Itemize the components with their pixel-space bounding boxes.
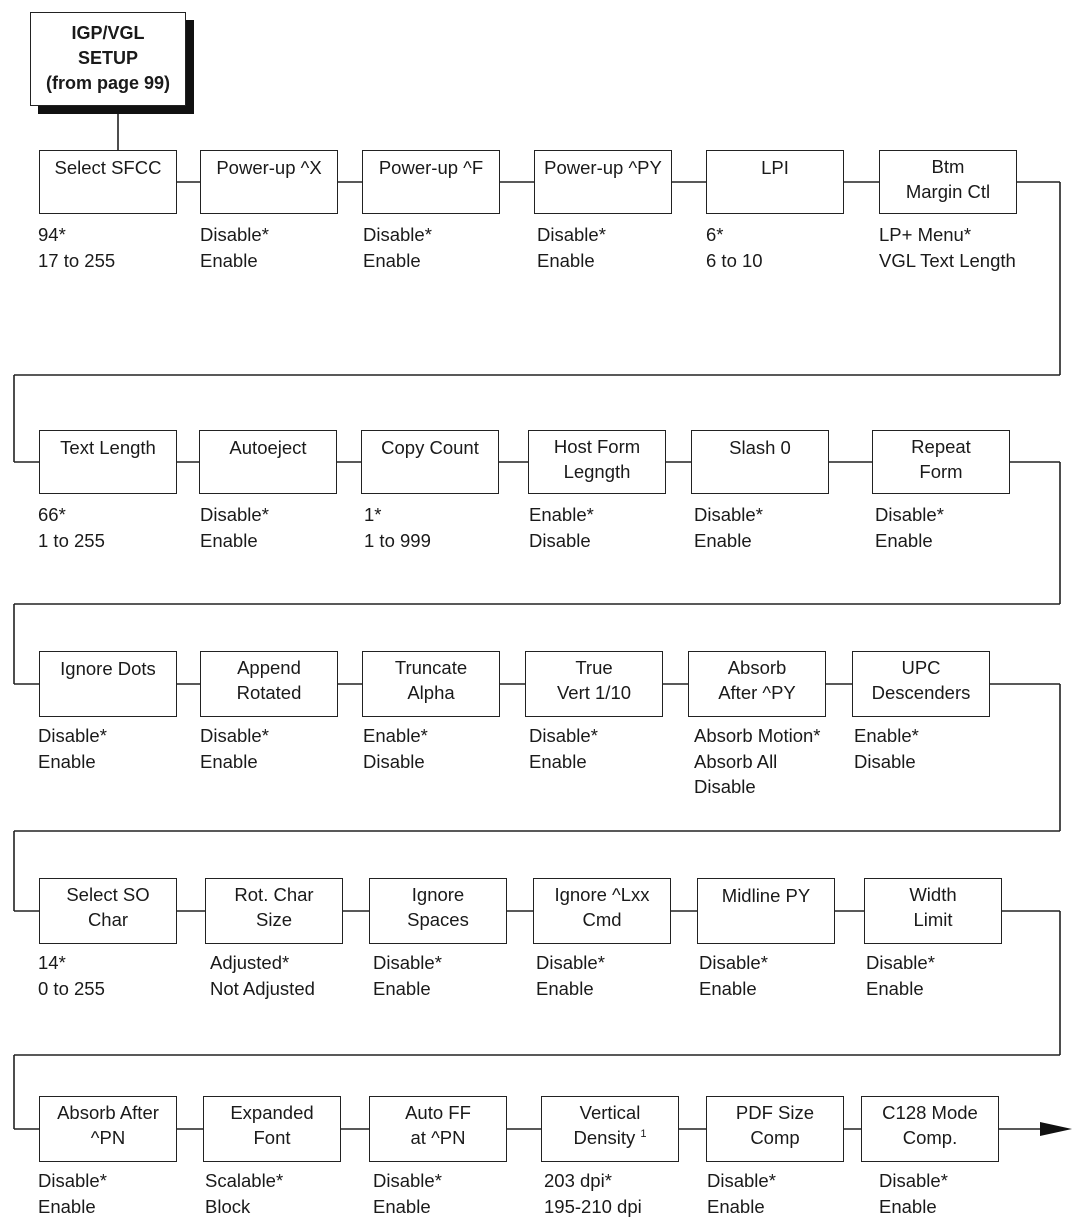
menu-option-value: Adjusted* — [210, 952, 290, 973]
menu-option-value: Absorb All — [694, 750, 778, 772]
menu-option-value: Enable — [373, 977, 431, 999]
menu-option-value: Block — [205, 1195, 251, 1217]
menu-box — [200, 651, 338, 717]
menu-box — [361, 430, 499, 494]
menu-option-value: Enable — [537, 249, 595, 271]
menu-option-value: Disable* — [38, 1170, 107, 1191]
menu-option-value: Enable* — [363, 725, 428, 746]
menu-box — [362, 651, 500, 717]
header-line-2: SETUP — [77, 48, 138, 68]
menu-option-value: Enable — [38, 1195, 96, 1217]
menu-box-label: Absorb After — [57, 1102, 159, 1123]
menu-box-label: Margin Ctl — [905, 181, 991, 202]
continue-arrow-icon — [1040, 1122, 1072, 1136]
menu-option-value: Disable — [854, 750, 916, 772]
menu-box — [872, 430, 1010, 494]
menu-option-value: Disable* — [38, 725, 107, 746]
menu-options — [205, 1168, 283, 1219]
menu-options — [529, 502, 594, 553]
menu-box — [691, 430, 829, 494]
menu-options — [854, 723, 919, 774]
menu-box-label: C128 Mode — [882, 1102, 978, 1123]
menu-box-label: Power-up ^X — [216, 157, 322, 178]
menu-box-label: Spaces — [407, 909, 469, 930]
menu-box-label: Limit — [913, 909, 953, 930]
menu-option-value: 1 to 999 — [364, 529, 431, 551]
menu-option-value: Disable* — [363, 224, 432, 245]
menu-box-label: Ignore — [411, 884, 465, 905]
menu-option-value: 1* — [364, 504, 382, 525]
menu-option-value: VGL Text Length — [879, 249, 1016, 271]
menu-box-label: ^PN — [90, 1127, 126, 1148]
menu-box-label: Comp. — [902, 1127, 958, 1148]
menu-box-label: Font — [253, 1127, 291, 1148]
menu-options — [363, 723, 428, 774]
menu-options — [537, 222, 606, 273]
menu-box-label: PDF Size — [735, 1102, 815, 1123]
menu-options — [200, 723, 269, 774]
header-line-3: (from page 99) — [45, 73, 171, 93]
menu-option-value: Disable* — [875, 504, 944, 525]
menu-box — [525, 651, 663, 717]
menu-option-value: Absorb Motion* — [694, 725, 821, 746]
menu-box-label: Ignore ^Lxx — [554, 884, 650, 905]
menu-box-label: Alpha — [407, 682, 455, 703]
menu-box — [688, 651, 826, 717]
menu-option-value: Disable* — [373, 952, 442, 973]
menu-box-label: Density $^1$ — [573, 1127, 647, 1148]
menu-option-value: Enable* — [854, 725, 919, 746]
menu-options — [866, 950, 935, 1001]
menu-option-value: Disable* — [879, 1170, 948, 1191]
menu-box — [200, 150, 338, 214]
menu-box — [369, 1096, 507, 1162]
menu-box — [203, 1096, 341, 1162]
menu-options — [706, 222, 763, 273]
menu-option-value: 6* — [706, 224, 724, 245]
menu-option-value: Enable — [200, 249, 258, 271]
menu-box-label: Vert 1/10 — [556, 682, 632, 703]
menu-box-label: Ignore Dots — [60, 658, 156, 679]
menu-options — [200, 222, 269, 273]
menu-box-label: Width — [909, 884, 957, 905]
menu-box — [362, 150, 500, 214]
menu-box-label: Auto FF — [405, 1102, 471, 1123]
menu-box-label: Copy Count — [381, 437, 479, 458]
menu-box-label: at ^PN — [410, 1127, 466, 1148]
menu-option-value: Disable* — [707, 1170, 776, 1191]
menu-box-label: Power-up ^PY — [544, 157, 662, 178]
menu-box-label: Form — [919, 461, 963, 482]
menu-box-label: Append — [237, 657, 301, 678]
menu-box-label: Midline PY — [721, 885, 811, 906]
menu-option-value: 195-210 dpi — [544, 1195, 642, 1217]
menu-box — [534, 150, 672, 214]
menu-option-value: Disable* — [200, 504, 269, 525]
menu-option-value: Disable — [529, 529, 591, 551]
menu-box-label: LPI — [761, 157, 789, 178]
header-line-1: IGP/VGL — [71, 23, 145, 43]
menu-box-label: Select SFCC — [54, 157, 162, 178]
menu-options — [529, 723, 598, 774]
menu-options — [38, 723, 107, 774]
menu-box — [861, 1096, 999, 1162]
menu-box — [706, 150, 844, 214]
menu-option-value: Disable* — [537, 224, 606, 245]
menu-box-label: Absorb — [727, 657, 787, 678]
menu-options — [694, 502, 763, 553]
menu-options — [38, 222, 115, 273]
menu-box — [199, 430, 337, 494]
menu-box-label: Legngth — [563, 461, 631, 482]
menu-options — [879, 222, 1016, 273]
menu-box-label: Slash 0 — [729, 437, 791, 458]
menu-box — [541, 1096, 679, 1162]
menu-box-label: Btm — [931, 156, 965, 177]
menu-option-value: Disable* — [529, 725, 598, 746]
menu-option-value: Enable — [879, 1195, 937, 1217]
menu-options — [707, 1168, 776, 1219]
menu-option-value: LP+ Menu* — [879, 224, 972, 245]
menu-option-value: Disable* — [200, 224, 269, 245]
menu-box-label: Vertical — [579, 1102, 641, 1123]
menu-option-value: Enable — [536, 977, 594, 999]
menu-box — [39, 1096, 177, 1162]
menu-option-value: Enable — [363, 249, 421, 271]
menu-box-label: Host Form — [553, 436, 641, 457]
menu-option-value: Disable* — [866, 952, 935, 973]
menu-box-label: Rot. Char — [234, 884, 314, 905]
menu-box — [39, 430, 177, 494]
menu-option-value: Disable — [363, 750, 425, 772]
menu-box-label: True — [575, 657, 613, 678]
menu-box-label: Text Length — [60, 437, 156, 458]
menu-box — [528, 430, 666, 494]
menu-box-label: Expanded — [230, 1102, 314, 1123]
menu-option-value: Enable — [200, 750, 258, 772]
menu-box — [879, 150, 1017, 214]
menu-options — [38, 950, 105, 1001]
menu-option-value: Enable — [529, 750, 587, 772]
menu-box-label: Descenders — [871, 682, 971, 703]
menu-option-value: 14* — [38, 952, 66, 973]
menu-option-value: 203 dpi* — [544, 1170, 612, 1191]
header-box — [30, 12, 186, 106]
menu-option-value: Enable — [200, 529, 258, 551]
menu-box-label: Comp — [750, 1127, 800, 1148]
menu-box-label: Power-up ^F — [378, 157, 484, 178]
menu-option-value: Enable — [694, 529, 752, 551]
menu-option-value: Disable — [694, 776, 756, 797]
menu-option-value: Enable — [875, 529, 933, 551]
menu-option-value: Scalable* — [205, 1170, 284, 1191]
menu-option-value: Disable* — [694, 504, 763, 525]
menu-box-label: After ^PY — [718, 682, 796, 703]
menu-options — [210, 950, 315, 1001]
menu-options — [879, 1168, 948, 1219]
menu-box — [697, 878, 835, 944]
menu-option-value: 66* — [38, 504, 66, 525]
menu-box-label: Rotated — [236, 682, 302, 703]
menu-options — [38, 502, 105, 553]
menu-option-value: 17 to 255 — [38, 249, 116, 271]
menu-option-value: Enable — [699, 977, 757, 999]
menu-options — [373, 1168, 442, 1219]
menu-box — [864, 878, 1002, 944]
menu-option-value: Enable* — [529, 504, 594, 525]
menu-box — [852, 651, 990, 717]
menu-box — [39, 150, 177, 214]
menu-box-label: Select SO — [66, 884, 150, 905]
menu-option-value: 6 to 10 — [706, 249, 763, 271]
menu-option-value: Enable — [373, 1195, 431, 1217]
menu-box — [39, 878, 177, 944]
menu-option-value: Enable — [38, 750, 96, 772]
menu-options — [364, 502, 431, 553]
menu-options — [699, 950, 768, 1001]
menu-box — [39, 651, 177, 717]
menu-option-value: 94* — [38, 224, 66, 245]
menu-box — [369, 878, 507, 944]
menu-box-label: Repeat — [911, 436, 971, 457]
menu-options — [373, 950, 442, 1001]
menu-box-label: Truncate — [394, 657, 468, 678]
menu-options — [536, 950, 605, 1001]
menu-options — [38, 1168, 107, 1219]
menu-box-label: Cmd — [582, 909, 622, 930]
menu-options — [200, 502, 269, 553]
menu-box-label: Autoeject — [229, 437, 307, 458]
menu-option-value: Disable* — [373, 1170, 442, 1191]
menu-option-value: Enable — [866, 977, 924, 999]
menu-option-value: 0 to 255 — [38, 977, 105, 999]
footnote-marker: 1 — [640, 1128, 647, 1140]
menu-option-value: Not Adjusted — [210, 977, 315, 999]
menu-option-value: Disable* — [699, 952, 768, 973]
menu-box-label: Char — [87, 909, 129, 930]
menu-box — [533, 878, 671, 944]
menu-box-label: Size — [256, 909, 292, 930]
menu-options — [544, 1168, 642, 1219]
menu-box-label: UPC — [901, 657, 941, 678]
menu-box — [205, 878, 343, 944]
menu-option-value: Disable* — [200, 725, 269, 746]
menu-option-value: Enable — [707, 1195, 765, 1217]
menu-box — [706, 1096, 844, 1162]
menu-options — [363, 222, 432, 273]
menu-options — [875, 502, 944, 553]
menu-option-value: Disable* — [536, 952, 605, 973]
menu-options — [694, 723, 820, 800]
menu-option-value: 1 to 255 — [38, 529, 105, 551]
